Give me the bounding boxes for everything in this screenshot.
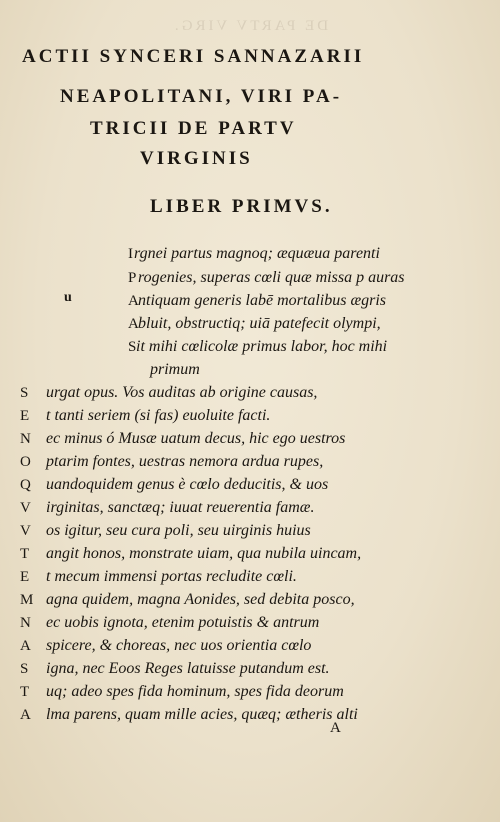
verse-line: O ptarim fontes, uestras nemora ardua rupes, (20, 453, 324, 470)
verse-line: T angit honos, monstrate uiam, qua nubila uincam, (20, 545, 362, 562)
verse-line: E t mecum immensi portas recludite cœli. (20, 568, 297, 585)
verse-line: Sit mihi cœlicolæ primus labor, hoc mihi (128, 338, 388, 355)
bleed-through-text: DE PARTV VIRG. (171, 18, 329, 34)
title-line-1: ACTII SYNCERI SANNAZARII (22, 46, 365, 67)
book-heading: LIBER PRIMVS. (150, 196, 333, 217)
verse-line: T uq; adeo spes fida hominum, spes fida deorum (20, 683, 344, 700)
verse-line: Abluit, obstructiq; uiā patefecit olympi, (128, 315, 381, 332)
verse-line: M agna quidem, magna Aonides, sed debita poscο, (20, 591, 355, 608)
verse-line: V irginitas, sanctæq; iuuat reuerentia famæ. (20, 499, 315, 516)
verse-line: S urgat opus. Vos auditas ab origine causas, (20, 384, 318, 401)
verse-line: P rogenies, superas cœli quæ missa p auras (128, 269, 405, 286)
verse-line: N ec uobis ignota, etenim potuistis & antrum (20, 614, 320, 631)
title-line-2: NEAPOLITANI, VIRI PA- (60, 86, 343, 107)
verse-line: Q uandoquidem genus è cœlo deducitis, & uos (20, 476, 329, 493)
verse-line: A spicere, & choreas, nec uos orientia cœlo (20, 637, 312, 654)
verse-line: E t tanti seriem (si fas) euoluite facti. (20, 407, 271, 424)
title-line-3: TRICII DE PARTV (90, 118, 297, 139)
verse-line: S igna, nec Eoos Reges latuisse putandum est. (20, 660, 330, 677)
verse-line: N ec minus ó Musæ uatum decus, hic ego uestros (20, 430, 346, 447)
verse-line: Antiquam generis labē mortalibus ægris (128, 292, 387, 309)
verse-line: primum (150, 361, 200, 378)
verse-line: V os igitur, seu cura poli, seu uirginis huius (20, 522, 311, 539)
catchword: A (330, 720, 341, 736)
title-line-4: VIRGINIS (140, 148, 253, 169)
marginal-mark: u (64, 290, 72, 305)
verse-line: Irgnei partus magnoq; æquæua parenti (128, 245, 380, 262)
verse-line: A lma parens, quam mille acies, quæq; ætheris alti (20, 706, 358, 723)
